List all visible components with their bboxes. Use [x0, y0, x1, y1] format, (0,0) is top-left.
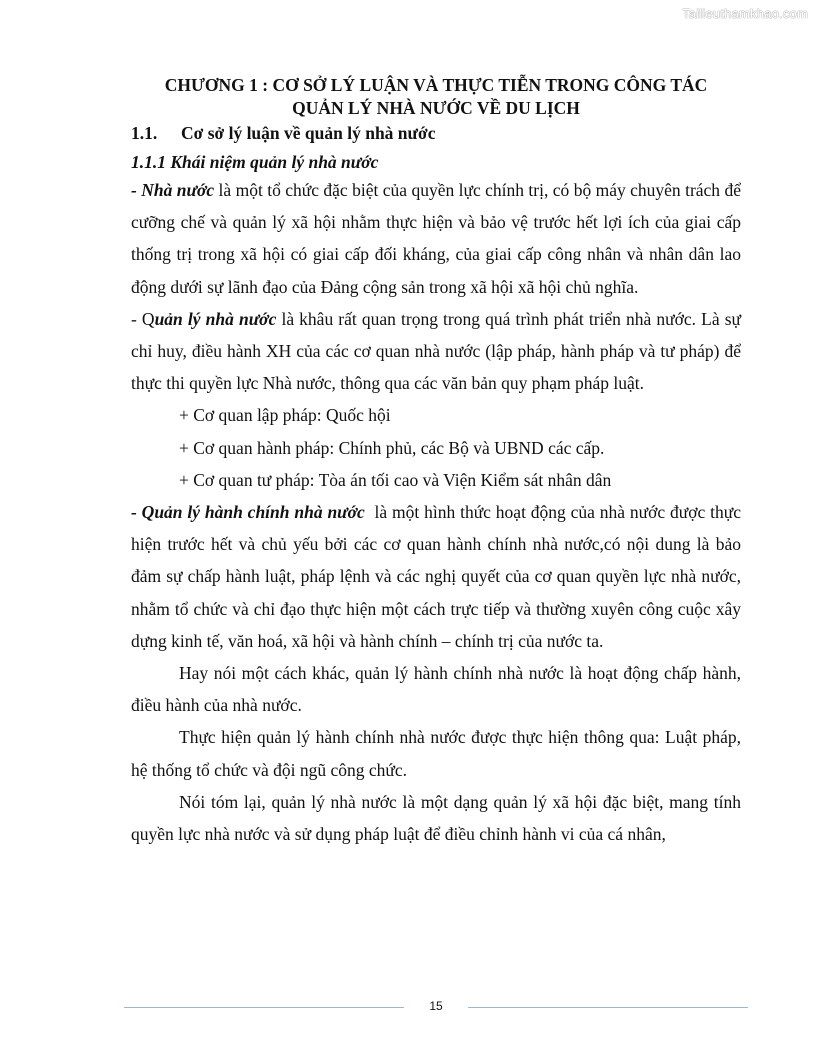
section-title: Cơ sở lý luận về quản lý nhà nước [181, 123, 436, 143]
section-number: 1.1. [131, 123, 158, 143]
paragraph-prefix: - Q [131, 308, 155, 329]
chapter-title [131, 74, 741, 120]
paragraph-text: là một tổ chức đặc biệt của quyền lực chính trị, có bộ máy chuyên trách để cưỡng chế và quản lý xã hội nhằm thực hiện và bảo vệ trước hết lợi ích của giai cấp thống trị trong xã hội có giai cấp đối kháng, của giai cấp công nhân và nhân dân lao động dưới sự lãnh đạo của Đảng cộng sản trong xã hội xã hội chủ nghĩa. [131, 180, 741, 297]
paragraph-quan-ly-nha-nuoc [131, 303, 741, 400]
paragraph-hay-noi: Hay nói một cách khác, quản lý hành chính nhà nước là hoạt động chấp hành, điều hành của nhà nước. [131, 663, 741, 716]
page-number: 15 [429, 999, 443, 1013]
list-item: + Cơ quan tư pháp: Tòa án tối cao và Viện Kiểm sát nhân dân [179, 469, 612, 490]
page-body [131, 74, 746, 850]
page-footer [124, 999, 748, 1019]
paragraph-thuc-hien: Thực hiện quản lý hành chính nhà nước được thực hiện thông qua: Luật pháp, hệ thống tổ chức và đội ngũ công chức. [131, 727, 741, 780]
chapter-title-line2: QUẢN LÝ NHÀ NƯỚC VỀ DU LỊCH [292, 98, 580, 118]
watermark: Tailieuthamkhao.com [682, 6, 808, 21]
list-item: + Cơ quan lập pháp: Quốc hội [179, 405, 391, 426]
chapter-title-line1: CHƯƠNG 1 : CƠ SỞ LÝ LUẬN VÀ THỰC TIỄN TRONG CÔNG TÁC [164, 75, 708, 95]
term-nha-nuoc: - Nhà nước [131, 180, 215, 200]
list-item: + Cơ quan hành pháp: Chính phủ, các Bộ và UBND các cấp. [179, 437, 605, 458]
paragraph-text: là một hình thức hoạt động của nhà nước được thực hiện trước hết và chủ yếu bởi các cơ quan hành chính nhà nước,có nội dung là bảo đảm sự chấp hành luật, pháp lệnh và các nghị quyết của cơ quan quyền lực nhà nước, nhằm tổ chức và chỉ đạo thực hiện một cách trực tiếp và thường xuyên công cuộc xây dựng kinh tế, văn hoá, xã hội và hành chính – chính trị của nước ta. [131, 502, 746, 651]
footer-rule-right [468, 1007, 748, 1008]
term-quan-ly-hanh-chinh: - Quản lý hành chính nhà nước [131, 502, 365, 523]
term-quan-ly-nha-nuoc: uản lý nhà nước [154, 308, 277, 329]
subsection-heading: 1.1.1 Khái niệm quản lý nhà nước [131, 152, 379, 172]
paragraph-nha-nuoc [131, 174, 741, 303]
paragraph-tom-lai: Nói tóm lại, quản lý nhà nước là một dạng quản lý xã hội đặc biệt, mang tính quyền lực nhà nước và sử dụng pháp luật để điều chỉnh hành vi của cá nhân, [131, 791, 741, 845]
paragraph-quan-ly-hanh-chinh [131, 496, 746, 657]
section-heading [131, 120, 741, 146]
paragraph-text: là khâu rất quan trọng trong quá trình phát triển nhà nước. Là sự chỉ huy, điều hành XH của các cơ quan nhà nước (lập pháp, hành pháp và tư pháp) để thực thi quyền lực Nhà nước, thông qua các văn bản quy phạm pháp luật. [131, 308, 742, 394]
